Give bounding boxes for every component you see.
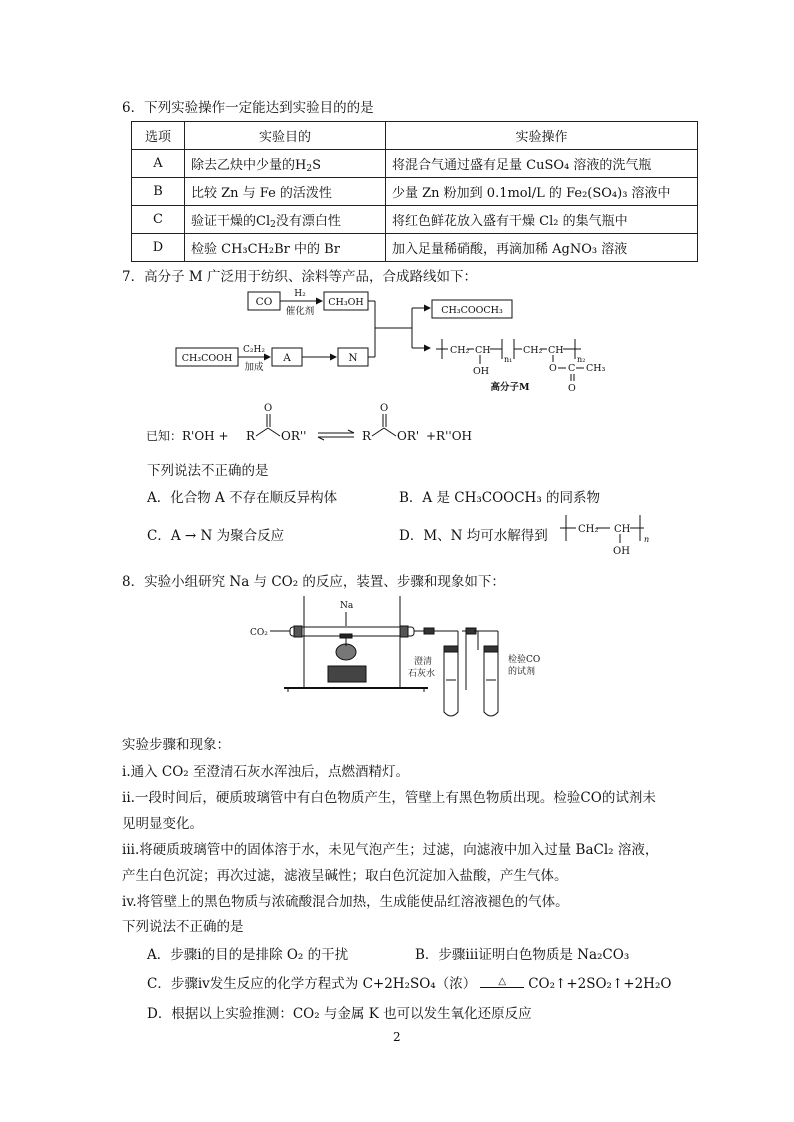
goal-sub: 2: [306, 164, 313, 174]
poly-ch3: CH₃: [586, 363, 606, 374]
row-goal: [185, 206, 386, 234]
row-goal: [185, 150, 386, 178]
d-poly-ch2: CH₂: [578, 524, 599, 535]
q8-option-d: D．根据以上实验推测：CO₂ 与金属 K 也可以发生氧化还原反应: [147, 1006, 532, 1022]
poly-carbonyl-o: O: [568, 383, 576, 394]
q8-step-ii-line2: 见明显变化。: [122, 816, 203, 832]
known-or2: OR'': [281, 429, 307, 443]
q6-table: [131, 121, 698, 262]
heat-arrow-icon: △: [480, 976, 524, 988]
poly-c: C: [568, 363, 576, 374]
q8-steps-title: 实验步骤和现象：: [122, 737, 230, 753]
table-row: [132, 150, 698, 178]
a-label: A: [283, 352, 291, 364]
header-option: 选项: [132, 122, 185, 150]
q8-stem: 8．实验小组研究 Na 与 CO₂ 的反应，装置、步骤和现象如下：: [122, 574, 505, 590]
fig-co-reagent-line2: 的试剂: [508, 667, 536, 677]
header-goal: 实验目的: [185, 122, 386, 150]
known-o-left: O: [264, 403, 273, 414]
goal-sub: 2: [270, 220, 276, 230]
fig-co2-label: CO₂: [250, 628, 268, 638]
header-operation: 实验操作: [386, 122, 698, 150]
poly-n2: n₂: [577, 355, 586, 364]
row-operation: 将混合气通过盛有足量 CuSO₄ 溶液的洗气瓶: [386, 150, 698, 178]
q7-stem: 7．高分子 M 广泛用于纺织、涂料等产品，合成路线如下：: [122, 269, 477, 285]
polymer-m-structure: [436, 339, 606, 394]
q8-option-c-post: CO₂↑+2SO₂↑+2H₂O: [528, 976, 672, 992]
poly-ch-a: CH: [475, 345, 491, 356]
ch3oh-label: CH₃OH: [328, 297, 364, 308]
q7-option-a: A．化合物 A 不存在顺反异构体: [147, 490, 338, 506]
q8-option-a: A．步骤i的目的是排除 O₂ 的干扰: [147, 947, 349, 963]
row-option: C: [132, 206, 185, 234]
q7-ask: 下列说法不正确的是: [147, 463, 269, 479]
known-tail: +R''OH: [426, 429, 472, 443]
row-operation: 加入足量稀硝酸，再滴加稀 AgNO₃ 溶液: [386, 234, 698, 262]
fig-limewater-line2: 石灰水: [408, 669, 436, 679]
row-option: B: [132, 178, 185, 206]
q8-option-c-pre: C．步骤iv发生反应的化学方程式为 C+2H₂SO₄（浓）: [147, 976, 477, 992]
poly-o: O: [549, 363, 557, 374]
q8-apparatus-figure: [248, 590, 548, 728]
q8-step-iii-line2: 产生白色沉淀；再次过滤，滤液呈碱性；取白色沉淀加入盐酸，产生气体。: [122, 868, 568, 884]
ester-label: CH₃COOCH₃: [441, 305, 503, 316]
q7-option-b: B．A 是 CH₃COOCH₃ 的同系物: [399, 490, 601, 506]
table-row: [132, 178, 698, 206]
known-label: 已知：R'OH +: [146, 429, 229, 443]
q7-option-d: D．M、N 均可水解得到: [399, 528, 548, 544]
q8-option-b: B．步骤iii证明白色物质是 Na₂CO₃: [415, 947, 630, 963]
known-or1: OR': [397, 429, 420, 443]
poly-ch2-b: CH₂: [523, 345, 543, 356]
goal-text: 验证干燥的Cl: [191, 214, 271, 229]
q8-step-iii-line1: iii.将硬质玻璃管中的固体溶于水，未见气泡产生；过滤，向滤液中加入过量 BaCl₂ 溶液，: [122, 842, 659, 858]
fig-na-label: Na: [340, 601, 354, 611]
c2h2-label: C₂H₂: [243, 345, 265, 355]
q7-option-d-polymer: [558, 511, 660, 557]
q8-step-iv: iv.将管壁上的黑色物质与浓硫酸混合加热，生成能使品红溶液褪色的气体。: [122, 894, 569, 910]
poly-ch2-a: CH₂: [450, 345, 470, 356]
poly-ch-b: CH: [548, 345, 564, 356]
q7-synthesis-scheme: [170, 284, 630, 396]
ch3cooh-label: CH₃COOH: [181, 353, 233, 364]
fig-co-reagent-line1: 检验CO: [508, 655, 541, 665]
d-poly-ch: CH: [614, 524, 631, 535]
fig-limewater-line1: 澄清: [414, 657, 433, 667]
poly-n1: n₁: [504, 355, 513, 364]
catalyst-label: 催化剂: [285, 306, 315, 317]
table-header-row: [132, 122, 698, 150]
known-r-left: R: [246, 429, 256, 443]
n-label: N: [348, 352, 358, 364]
known-o-right: O: [380, 403, 389, 414]
row-option: A: [132, 150, 185, 178]
row-operation: 少量 Zn 粉加到 0.1mol/L 的 Fe₂(SO₄)₃ 溶液中: [386, 178, 698, 206]
goal-text: 除去乙炔中少量的H: [191, 158, 307, 173]
q8-option-c: [147, 972, 671, 992]
q7-known-reaction: [146, 400, 486, 446]
q8-step-ii-line1: ii.一段时间后，硬质玻璃管中有白色物质产生，管壁上有黑色物质出现。检验CO的试剂未: [122, 790, 656, 806]
q8-ask: 下列说法不正确的是: [122, 919, 244, 935]
d-poly-n: n: [644, 535, 650, 544]
page-number: 2: [393, 1030, 401, 1044]
poly-oh: OH: [473, 366, 490, 377]
row-goal: 检验 CH₃CH₂Br 中的 Br: [185, 234, 386, 262]
polymer-m-label: 高分子M: [490, 382, 530, 393]
q8-step-i: i.通入 CO₂ 至澄清石灰水浑浊后，点燃酒精灯。: [122, 764, 409, 780]
goal-text-tail: S: [312, 158, 321, 173]
goal-text-tail: 没有漂白性: [275, 214, 341, 229]
row-option: D: [132, 234, 185, 262]
table-row: [132, 234, 698, 262]
row-operation: 将红色鲜花放入盛有干燥 Cl₂ 的集气瓶中: [386, 206, 698, 234]
known-r-right: R: [362, 429, 372, 443]
table-row: [132, 206, 698, 234]
d-poly-oh: OH: [613, 546, 630, 557]
co-label: CO: [255, 296, 273, 308]
h2-label: H₂: [294, 289, 306, 299]
addition-label: 加成: [244, 362, 264, 373]
q7-option-c: C．A → N 为聚合反应: [147, 528, 285, 544]
row-goal: 比较 Zn 与 Fe 的活泼性: [185, 178, 386, 206]
q6-stem: 6．下列实验操作一定能达到实验目的的是: [122, 100, 374, 116]
